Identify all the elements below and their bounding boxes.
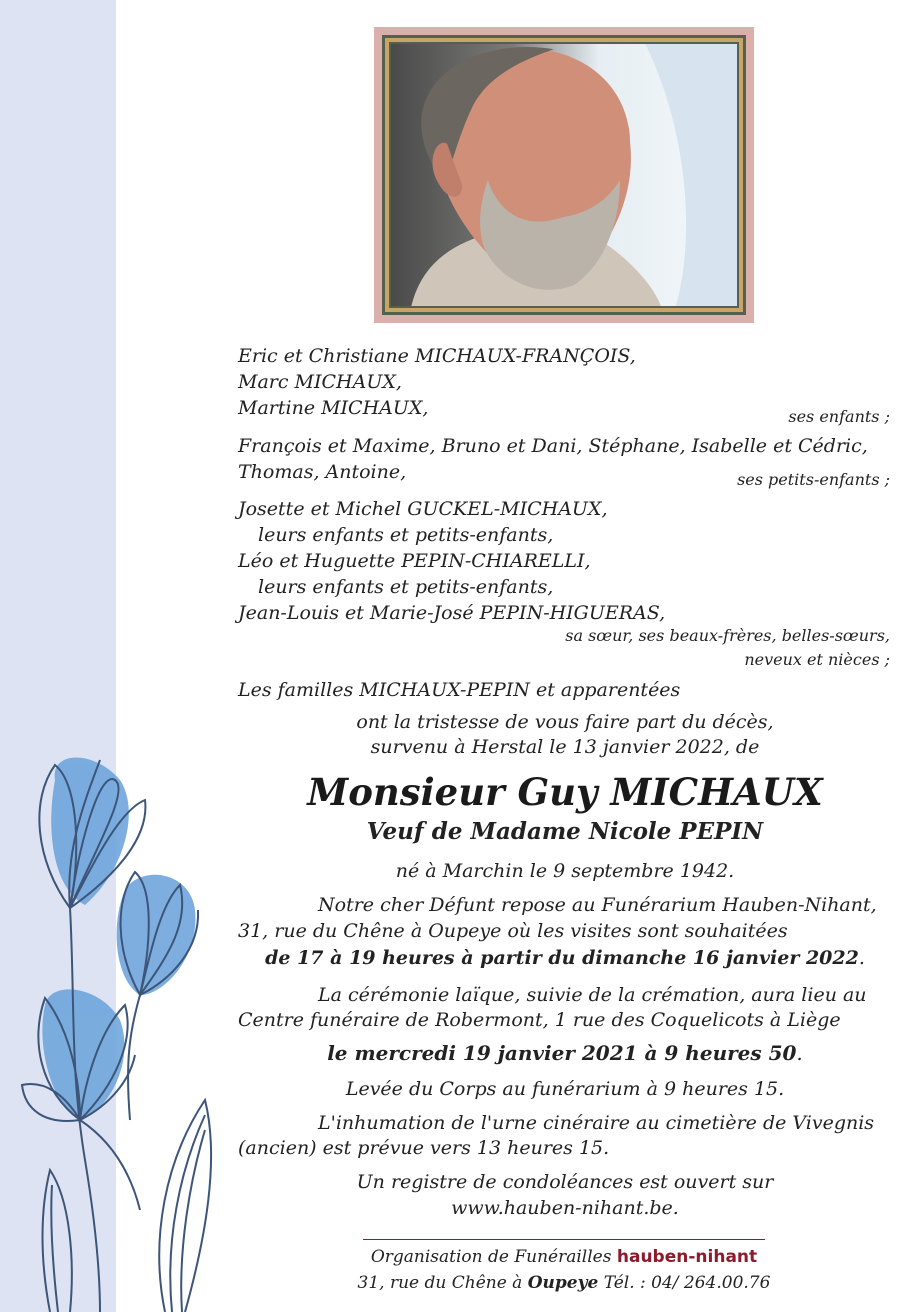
announcement-line: ont la tristesse de vous faire part du décès, — [356, 711, 774, 733]
register-link[interactable]: www.hauben-nihant.be. — [451, 1197, 679, 1219]
grandchildren-role: ses petits-enfants ; — [737, 470, 890, 489]
repose-line: Notre cher Défunt repose au Funérarium Hauben-Nihant, — [318, 894, 877, 916]
portrait-photo-icon — [391, 44, 737, 306]
siblings-role: neveux et nièces ; — [744, 650, 890, 669]
ceremony-line: La cérémonie laïque, suivie de la crémation, aura lieu au — [318, 984, 867, 1006]
register-line: Un registre de condoléances est ouvert sur — [356, 1171, 774, 1193]
repose-line: 31, rue du Chêne à Oupeye où les visites sont souhaitées — [238, 920, 788, 942]
siblings-role: sa sœur, ses beaux-frères, belles-sœurs, — [565, 626, 890, 645]
ceremony-date: le mercredi 19 janvier 2021 à 9 heures 50. — [327, 1041, 803, 1065]
child-line: Eric et Christiane MICHAUX-FRANÇOIS, — [238, 345, 636, 367]
children-role: ses enfants ; — [788, 407, 890, 426]
child-line: Marc MICHAUX, — [238, 371, 402, 393]
child-line: Martine MICHAUX, — [238, 397, 429, 419]
levee-line: Levée du Corps au funérarium à 9 heures 15. — [345, 1078, 785, 1100]
sibling-line: Léo et Huguette PEPIN-CHIARELLI, — [238, 550, 591, 572]
ceremony-line: Centre funéraire de Robermont, 1 rue des Coquelicots à Liège — [238, 1009, 841, 1031]
widow-line: Veuf de Madame Nicole PEPIN — [366, 818, 764, 845]
footer-divider — [363, 1239, 765, 1240]
families-line: Les familles MICHAUX-PEPIN et apparentées — [238, 679, 681, 701]
visits-line: de 17 à 19 heures à partir du dimanche 16 janvier 2022. — [265, 947, 865, 969]
sibling-line: Josette et Michel GUCKEL-MICHAUX, — [238, 498, 608, 520]
tulip-decoration-icon — [0, 740, 240, 1312]
inhumation-line: L'inhumation de l'urne cinéraire au cimetière de Vivegnis — [318, 1112, 875, 1134]
portrait-frame — [374, 27, 754, 323]
sibling-line: leurs enfants et petits-enfants, — [258, 576, 554, 598]
footer-address: 31, rue du Chêne à Oupeye Tél. : 04/ 264.00.76 — [357, 1273, 771, 1293]
footer-org: Organisation de Funérailles hauben-nihant — [370, 1247, 758, 1267]
inhumation-line: (ancien) est prévue vers 13 heures 15. — [238, 1137, 610, 1159]
sibling-line: Jean-Louis et Marie-José PEPIN-HIGUERAS, — [238, 602, 666, 624]
brand-logo: hauben-nihant — [616, 1247, 758, 1267]
grandchildren-line: Thomas, Antoine, — [238, 461, 407, 483]
deceased-name: Monsieur Guy MICHAUX — [307, 770, 823, 814]
sibling-line: leurs enfants et petits-enfants, — [258, 524, 554, 546]
announcement-line: survenu à Herstal le 13 janvier 2022, de — [370, 736, 760, 758]
birth-line: né à Marchin le 9 septembre 1942. — [395, 860, 735, 882]
grandchildren-line: François et Maxime, Bruno et Dani, Stéphane, Isabelle et Cédric, — [238, 435, 868, 457]
